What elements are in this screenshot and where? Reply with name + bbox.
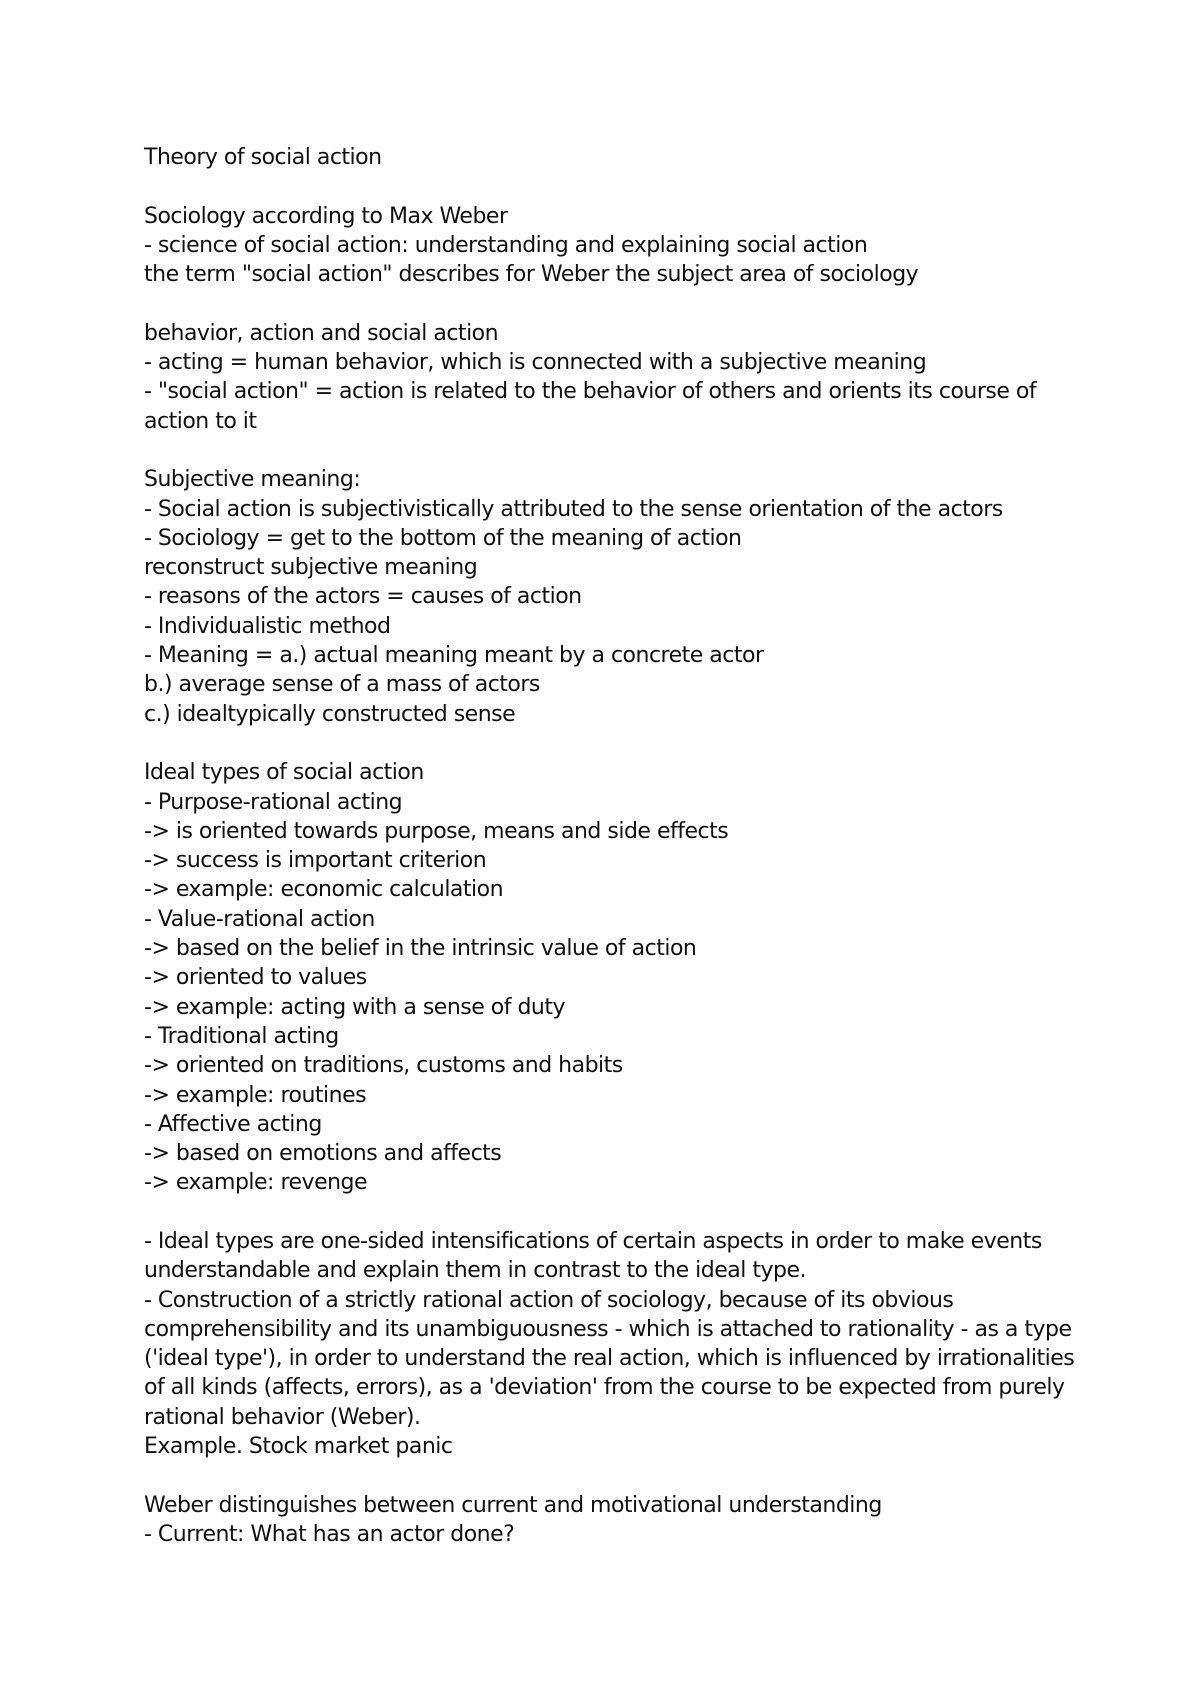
- section-ideal-types-explanation: [144, 1227, 1084, 1461]
- section-sociology-weber: [144, 202, 1084, 290]
- text-line: - Purpose-rational acting: [144, 789, 403, 815]
- text-line: -> oriented to values: [144, 965, 367, 991]
- text-line: -> example: routines: [144, 1082, 367, 1108]
- text-line: - Value-rational action: [144, 906, 375, 932]
- text-line: -> based on the belief in the intrinsic value of action: [144, 936, 697, 962]
- text-line: - Current: What has an actor done?: [144, 1521, 515, 1547]
- text-line: -> success is important criterion: [144, 848, 487, 874]
- section-behavior-action: [144, 319, 1084, 436]
- text-line: -> is oriented towards purpose, means and side effects: [144, 818, 729, 844]
- text-line: -> example: acting with a sense of duty: [144, 994, 566, 1020]
- text-line: - acting = human behavior, which is connected with a subjective meaning: [144, 350, 927, 376]
- section-ideal-types: [144, 758, 1084, 1197]
- text-line: Example. Stock market panic: [144, 1434, 453, 1460]
- text-line: - Social action is subjectivistically attributed to the sense orientation of the actors: [144, 496, 1003, 522]
- section-heading: Subjective meaning:: [144, 467, 361, 493]
- section-understanding: [144, 1491, 1084, 1550]
- section-heading: Weber distinguishes between current and motivational understanding: [144, 1492, 882, 1518]
- section-heading: behavior, action and social action: [144, 320, 499, 346]
- text-paragraph: - Ideal types are one-sided intensifications of certain aspects in order to make events understandable and explain them in contrast to the ideal type.: [144, 1228, 1049, 1284]
- text-line: reconstruct subjective meaning: [144, 555, 478, 581]
- text-line: -> example: revenge: [144, 1170, 368, 1196]
- text-line: the term "social action" describes for Weber the subject area of sociology: [144, 262, 919, 288]
- section-heading: Ideal types of social action: [144, 760, 424, 786]
- text-line: - Traditional acting: [144, 1023, 339, 1049]
- section-subjective-meaning: [144, 465, 1084, 729]
- text-line: - Individualistic method: [144, 613, 391, 639]
- section-heading: Sociology according to Max Weber: [144, 203, 508, 229]
- text-line: - science of social action: understanding and explaining social action: [144, 232, 868, 258]
- text-line: -> example: economic calculation: [144, 877, 504, 903]
- text-line: - Sociology = get to the bottom of the meaning of action: [144, 525, 742, 551]
- text-line: -> based on emotions and affects: [144, 1141, 502, 1167]
- text-line: c.) idealtypically constructed sense: [144, 701, 516, 727]
- text-line: - reasons of the actors = causes of action: [144, 584, 582, 610]
- text-line: - "social action" = action is related to the behavior of others and orients its course of action to it: [144, 379, 1043, 434]
- document-page: [144, 143, 1084, 1579]
- document-title: Theory of social action: [144, 145, 382, 170]
- text-paragraph: - Construction of a strictly rational action of sociology, because of its obvious comprehensibility and its unambiguousness - which is attached to rationality - as a type ('ideal type'), in order to understand the real action, which is influenced by irrationalities of all kinds (affects, errors), as a 'deviation' from the course to be expected from purely rational behavior (Weber).: [144, 1287, 1081, 1430]
- text-line: - Meaning = a.) actual meaning meant by a concrete actor: [144, 643, 764, 669]
- text-line: - Affective acting: [144, 1111, 322, 1137]
- document-title-block: [144, 143, 1084, 172]
- text-line: b.) average sense of a mass of actors: [144, 672, 540, 698]
- text-line: -> oriented on traditions, customs and habits: [144, 1053, 623, 1079]
